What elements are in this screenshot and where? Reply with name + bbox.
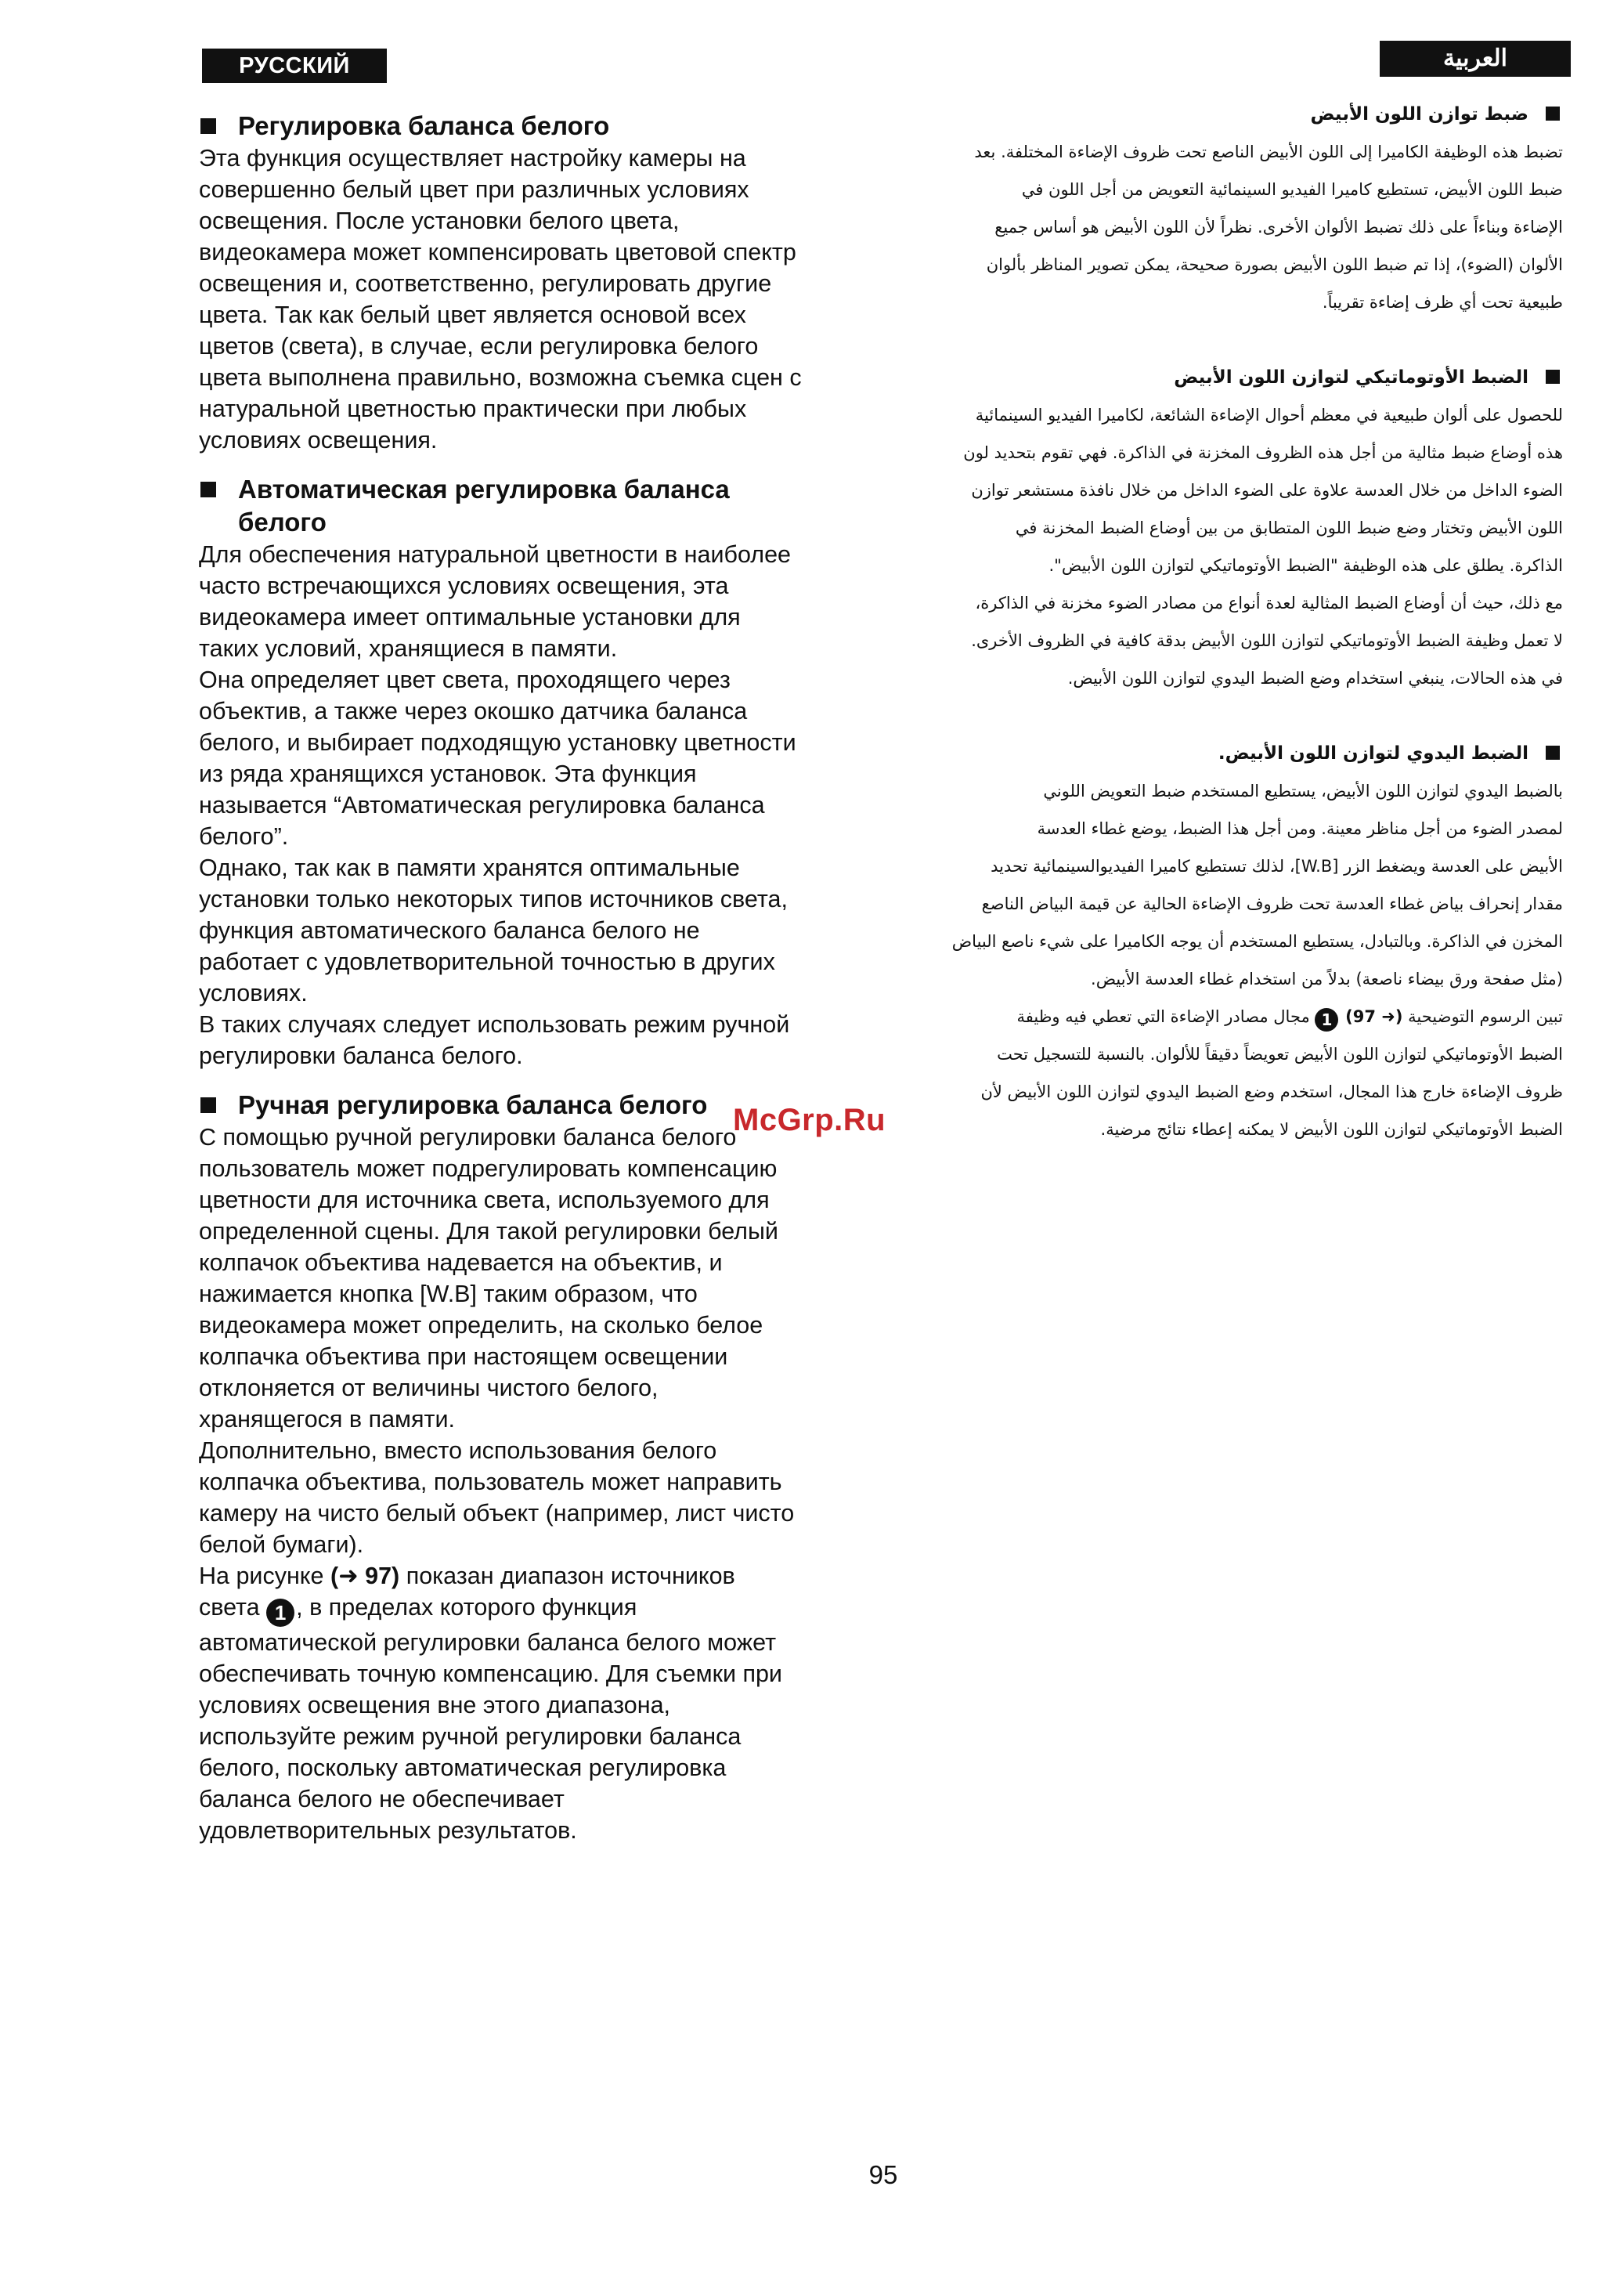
- russian-column: [199, 110, 841, 1846]
- ar-section-manual-white-balance: [937, 735, 1563, 1148]
- ru-heading-text: Автоматическая регулировка баланса белого: [238, 475, 730, 537]
- ar-paragraph: مع ذلك، حيث أن أوضاع الضبط المثالية لعدة أنواع من مصادر الضوء مخزنة في الذاكرة، لا تعمل وظيفة الضبط الأوتوماتيكي لتوازن اللون الأبيض بدقة كافية في الظروف الأخرى. في هذه الحالات، ينبغي استخدام وضع الضبط اليدوي لتوازن اللون الأبيض.: [971, 594, 1563, 688]
- bullet-square-icon: [1546, 107, 1560, 121]
- arabic-language-tab: العربية: [1380, 41, 1571, 77]
- ru-section-white-balance: [199, 110, 841, 456]
- ar-text: تبين الرسوم التوضيحية: [1402, 1007, 1563, 1026]
- ru-section-auto-white-balance: [199, 473, 841, 1071]
- ar-paragraph: بالضبط اليدوي لتوازن اللون الأبيض، يستطيع المستخدم ضبط التعويض اللوني لمصدر الضوء من أجل مناظر معينة. ومن أجل هذا الضبط، يوضع غطاء العدسة الأبيض على العدسة ويضغط الزر [W.B]، لذلك تستطيع كاميرا الفيديوالسينمائية تحديد مقدار إنحراف بياض غطاء العدسة تحت ظروف الإضاءة الحالية عن قيمة البياض الناصع المخزن في الذاكرة. وبالتبادل، يستطيع المستخدم أن يوجه الكاميرا على شيء ناصع البياض (مثل صفحة ورق بيضاء ناصعة) بدلاً من استخدام غطاء العدسة الأبيض.: [951, 782, 1563, 988]
- russian-language-tab: РУССКИЙ ЯЗЫК: [202, 49, 387, 83]
- page-reference: (➜ 97): [330, 1563, 400, 1589]
- ar-paragraph: تضبط هذه الوظيفة الكاميرا إلى اللون الأبيض الناصع تحت ظروف الإضاءة المختلفة. بعد ضبط اللون الأبيض، تستطيع كاميرا الفيديو السينمائية التعويض من أجل اللون في الإضاءة وبناءاً على ذلك تضبط الألوان الأخرى. نظراً لأن اللون الأبيض هو أساس جميع الألوان (الضوء)، إذا تم ضبط اللون الأبيض بصورة صحيحة، يمكن تصوير المناظر بألوان طبيعية تحت أي ظرف إضاءة تقريباً.: [974, 143, 1563, 312]
- ru-paragraph: Однако, так как в памяти хранятся оптимальные установки только некоторых типов источников света, функция автоматического баланса белого не работает с удовлетворительной точностью в других условиях.: [199, 855, 788, 1006]
- ru-heading-white-balance: [199, 110, 841, 143]
- ar-heading-text: الضبط الأوتوماتيكي لتوازن اللون الأبيض: [1174, 367, 1528, 388]
- ar-section-white-balance: [937, 96, 1563, 321]
- ar-heading-manual-white-balance: [937, 735, 1563, 772]
- callout-number-icon: 1: [266, 1599, 294, 1627]
- ru-paragraph: Для обеспечения натуральной цветности в наиболее часто встречающихся условиях освещения, эта видеокамера имеет оптимальные установки для таких условий, хранящиеся в памяти.: [199, 541, 792, 662]
- ru-paragraph: В таких случаях следует использовать режим ручной регулировки баланса белого.: [199, 1011, 790, 1069]
- callout-number-icon: 1: [1315, 1008, 1338, 1032]
- ru-section-manual-white-balance: [199, 1089, 841, 1846]
- bullet-square-icon: [200, 1097, 216, 1113]
- ru-text: На рисунке: [199, 1563, 330, 1589]
- ar-heading-text: الضبط اليدوي لتوازن اللون الأبيض.: [1218, 743, 1528, 764]
- bullet-square-icon: [1546, 370, 1560, 384]
- ar-section-auto-white-balance: [937, 359, 1563, 697]
- ru-heading-text: Ручная регулировка баланса белого: [238, 1090, 708, 1119]
- bullet-square-icon: [200, 482, 216, 497]
- ru-paragraph: Дополнительно, вместо использования белого колпачка объектива, пользователь может направить камеру на чисто белый объект (например, лист чисто белой бумаги).: [199, 1437, 795, 1558]
- ru-paragraph: Она определяет цвет света, проходящего через объектив, а также через окошко датчика баланса белого, и выбирает подходящую установку цветности из ряда хранящихся установок. Эта функция называется “Автоматическая регулировка баланса белого”.: [199, 667, 796, 850]
- ar-heading-auto-white-balance: [937, 359, 1563, 396]
- ru-heading-auto-white-balance: [199, 473, 841, 539]
- ar-paragraph: للحصول على ألوان طبيعية في معظم أحوال الإضاءة الشائعة، لكاميرا الفيديو السينمائية هذه أوضاع ضبط مثالية من أجل هذه الظروف المخزنة في الذاكرة. فهي تقوم بتحديد لون الضوء الداخل من خلال العدسة علاوة على الضوء الداخل من خلال نافذة مستشعر توازن اللون الأبيض وتختار وضع ضبط اللون المتطابق من بين أوضاع الضبط المخزنة في الذاكرة. يطلق على هذه الوظيفة "الضبط الأوتوماتيكي لتوازن اللون الأبيض".: [963, 406, 1563, 575]
- ru-text: показан диапазон источников света: [199, 1563, 735, 1621]
- ar-heading-text: ضبط توازن اللون الأبيض: [1310, 104, 1528, 125]
- ru-paragraph: Эта функция осуществляет настройку камеры на совершенно белый цвет при различных условиях освещения. После установки белого цвета, видеокамера может компенсировать цветовой спектр освещения и, соответственно, регулировать другие цвета. Так как белый цвет является основой всех цветов (света), в случае, если регулировка белого цвета выполнена правильно, возможна съемка сцен с натуральной цветностью практически при любых условиях освещения.: [199, 145, 802, 454]
- page-number: 95: [868, 2160, 898, 2189]
- bullet-square-icon: [200, 118, 216, 134]
- ru-paragraph: С помощью ручной регулировки баланса белого пользователь может подрегулировать компенсацию цветности для источника света, используемого для определенной сцены. Для такой регулировки белый колпачок объектива надевается на объектив, и нажимается кнопка [W.B] таким образом, что видеокамера может определить, на сколько белое колпачка объектива при настоящем освещении отклоняется от величины чистого белого, хранящегося в памяти.: [199, 1124, 778, 1433]
- ru-paragraph-figure-ref: [199, 1560, 841, 1846]
- ar-text: مجال مصادر الإضاءة التي تعطي فيه وظيفة الضبط الأوتوماتيكي لتوازن اللون الأبيض تعويضاً دقيقاً للألوان. بالنسبة للتسجيل تحت ظروف الإضاءة خارج هذا المجال، استخدم وضع الضبط اليدوي لتوازن اللون الأبيض لأن الضبط الأوتوماتيكي لتوازن اللون الأبيض لا يمكنه إعطاء نتائج مرضية.: [980, 1007, 1563, 1139]
- ru-heading-text: Регулировка баланса белого: [238, 111, 610, 140]
- arabic-column: [937, 96, 1563, 1148]
- ru-text: , в пределах которого функция автоматической регулировки баланса белого может обеспечивать точную компенсацию. Для съемки при условиях освещения вне этого диапазона, используйте режим ручной регулировки баланса белого, поскольку автоматическая регулировка баланса белого не обеспечивает удовлетворительных результатов.: [199, 1594, 782, 1844]
- ar-paragraph-figure-ref: [937, 998, 1563, 1148]
- page-reference: (97 ➜): [1345, 1007, 1403, 1026]
- ar-heading-white-balance: [937, 96, 1563, 133]
- watermark: McGrp.Ru: [733, 1103, 886, 1137]
- bullet-square-icon: [1546, 746, 1560, 760]
